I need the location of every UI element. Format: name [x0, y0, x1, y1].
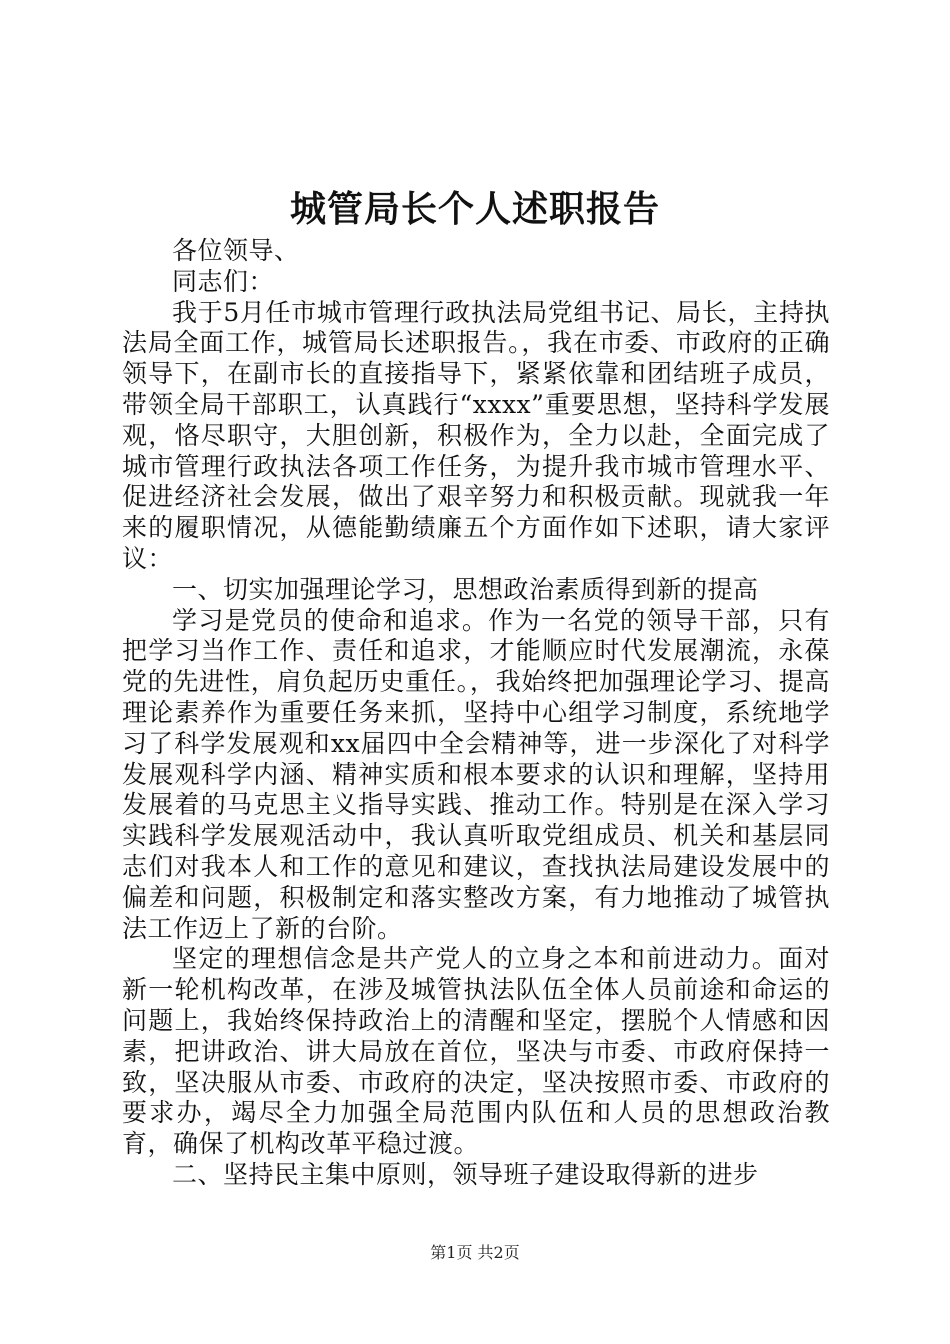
salutation-comrades: 同志们： — [172, 266, 275, 296]
document-body — [122, 236, 830, 1191]
body-paragraph-study: 学习是党员的使命和追求。作为一名党的领导干部，只有把学习当作工作、责任和追求，才能顺应时代发展潮流，永葆党的先进性，肩负起历史重任。，我始终把加强理论学习、提高理论素养作为重要任务来抓，坚持中心组学习制度，系统地学习了科学发展观和xx届四中全会精神等，进一步深化了对科学发展观科学内涵、精神实质和根本要求的认识和理解，坚持用发展着的马克思主义指导实践、推动工作。特别是在深入学习实践科学发展观活动中，我认真听取党组成员、机关和基层同志们对我本人和工作的意见和建议，查找执法局建设发展中的偏差和问题，积极制定和落实整改方案，有力地推动了城管执法工作迈上了新的台阶。 — [122, 605, 830, 943]
intro-paragraph: 我于5月任市城市管理行政执法局党组书记、局长，主持执法局全面工作，城管局长述职报告。，我在市委、市政府的正确领导下，在副市长的直接指导下，紧紧依靠和团结班子成员，带领全局干部职工，认真践行“xxxx”重要思想，坚持科学发展观，恪尽职守，大胆创新，积极作为，全力以赴，全面完成了城市管理行政执法各项工作任务，为提升我市城市管理水平、促进经济社会发展，做出了艰辛努力和积极贡献。现就我一年来的履职情况，从德能勤绩廉五个方面作如下述职，请大家评议： — [122, 297, 830, 573]
body-paragraph-ideals: 坚定的理想信念是共产党人的立身之本和前进动力。面对新一轮机构改革，在涉及城管执法队伍全体人员前途和命运的问题上，我始终保持政治上的清醒和坚定，摆脱个人情感和因素，把讲政治、讲大局放在首位，坚决与市委、市政府保持一致，坚决服从市委、市政府的决定，坚决按照市委、市政府的要求办，竭尽全力加强全局范围内队伍和人员的思想政治教育，确保了机构改革平稳过渡。 — [122, 944, 830, 1159]
section-heading-2: 二、坚持民主集中原则，领导班子建设取得新的进步 — [172, 1159, 759, 1189]
page-footer: 第1页 共2页 — [430, 1243, 520, 1262]
page-title: 城管局长个人述职报告 — [289, 188, 660, 230]
salutation-leaders: 各位领导、 — [172, 236, 300, 265]
section-heading-1: 一、切实加强理论学习，思想政治素质得到新的提高 — [172, 574, 759, 604]
